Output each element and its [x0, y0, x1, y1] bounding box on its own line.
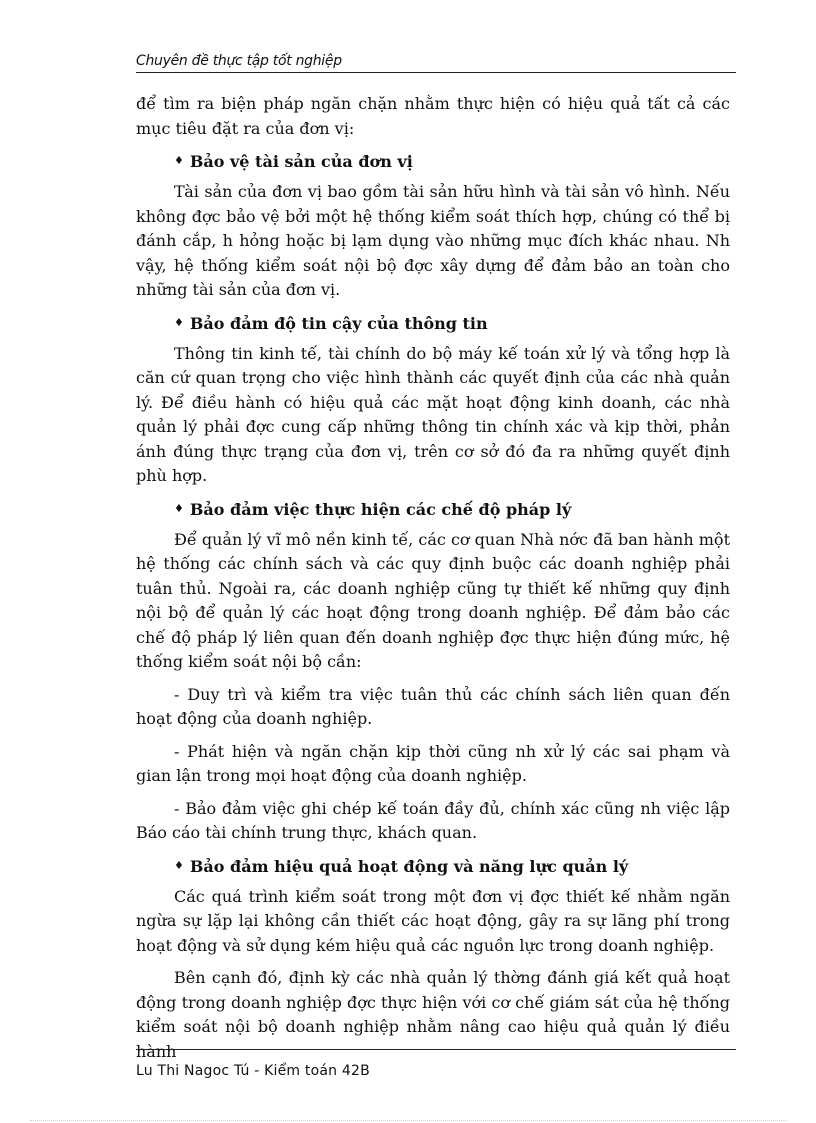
body-paragraph: Để quản lý vĩ mô nền kinh tế, các cơ quan Nhà nớc đã ban hành một hệ thống các chính sách và các quy định buộc các doanh nghiệp phải tuân thủ. Ngoài ra, các doanh nghiệp cũng tự thiết kế những quy định nội bộ để quản lý các hoạt động trong doanh nghiệp. Để đảm bảo các chế độ pháp lý liên quan đến doanh nghiệp đợc thực hiện đúng mức, hệ thống kiểm soát nội bộ cần:: [136, 529, 730, 671]
section-heading: ♦ Bảo đảm việc thực hiện các chế độ pháp lý: [174, 499, 572, 519]
footer-author: Lu Thi Nagoc Tú - Kiểm toán 42B: [136, 1063, 370, 1079]
section-heading: ♦ Bảo vệ tài sản của đơn vị: [174, 152, 413, 171]
list-item: - Duy trì và kiểm tra việc tuân thủ các chính sách liên quan đến hoạt động của doanh nghiệp.: [136, 684, 730, 728]
list-item: - Bảo đảm việc ghi chép kế toán đầy đủ, chính xác cũng nh việc lập Báo cáo tài chính trung thực, khách quan.: [136, 798, 730, 842]
diamond-bullet-icon: ♦: [174, 858, 184, 872]
diamond-bullet-icon: ♦: [174, 501, 184, 515]
header-title: Chuyên đề thực tập tốt nghiệp: [136, 53, 342, 69]
body-paragraph: Thông tin kinh tế, tài chính do bộ máy kế toán xử lý và tổng hợp là căn cứ quan trọng cho việc hình thành các quyết định của các nhà quản lý. Để điều hành có hiệu quả các mặt hoạt động kinh doanh, các nhà quản lý phải đợc cung cấp những thông tin chính xác và kịp thời, phản ánh đúng thực trạng của đơn vị, trên cơ sở đó đa ra những quyết định phù hợp.: [136, 343, 730, 485]
page-header: [136, 50, 736, 73]
section-heading: ♦ Bảo đảm hiệu quả hoạt động và năng lực quản lý: [174, 856, 629, 876]
section-heading: ♦ Bảo đảm độ tin cậy của thông tin: [174, 313, 488, 333]
body-paragraph: Tài sản của đơn vị bao gồm tài sản hữu hình và tài sản vô hình. Nếu không đợc bảo vệ bởi một hệ thống kiểm soát thích hợp, chúng có thể bị đánh cắp, h hỏng hoặc bị lạm dụng vào những mục đích khác nhau. Nh vậy, hệ thống kiểm soát nội bộ đợc xây dựng để đảm bảo an toàn cho những tài sản của đơn vị.: [136, 182, 730, 299]
page-footer: [136, 1049, 736, 1079]
page-bottom-divider: [30, 1120, 786, 1121]
diamond-bullet-icon: ♦: [174, 154, 184, 167]
body-paragraph: Các quá trình kiểm soát trong một đơn vị đợc thiết kế nhằm ngăn ngừa sự lặp lại không cần thiết các hoạt động, gây ra sự lãng phí trong hoạt động và sử dụng kém hiệu quả các nguồn lực trong doanh nghiệp.: [136, 886, 730, 955]
diamond-bullet-icon: ♦: [174, 315, 184, 329]
list-item: - Phát hiện và ngăn chặn kịp thời cũng nh xử lý các sai phạm và gian lận trong mọi hoạt động của doanh nghiệp.: [136, 741, 730, 785]
intro-paragraph: để tìm ra biện pháp ngăn chặn nhằm thực hiện có hiệu quả tất cả các mục tiêu đặt ra của đơn vị:: [136, 94, 730, 138]
body-paragraph: Bên cạnh đó, định kỳ các nhà quản lý thờng đánh giá kết quả hoạt động trong doanh nghiệp đợc thực hiện với cơ chế giám sát của hệ thống kiểm soát nội bộ doanh nghiệp nhằm nâng cao hiệu quả quản lý điều hành: [136, 968, 730, 1061]
page-body: [136, 92, 730, 1072]
